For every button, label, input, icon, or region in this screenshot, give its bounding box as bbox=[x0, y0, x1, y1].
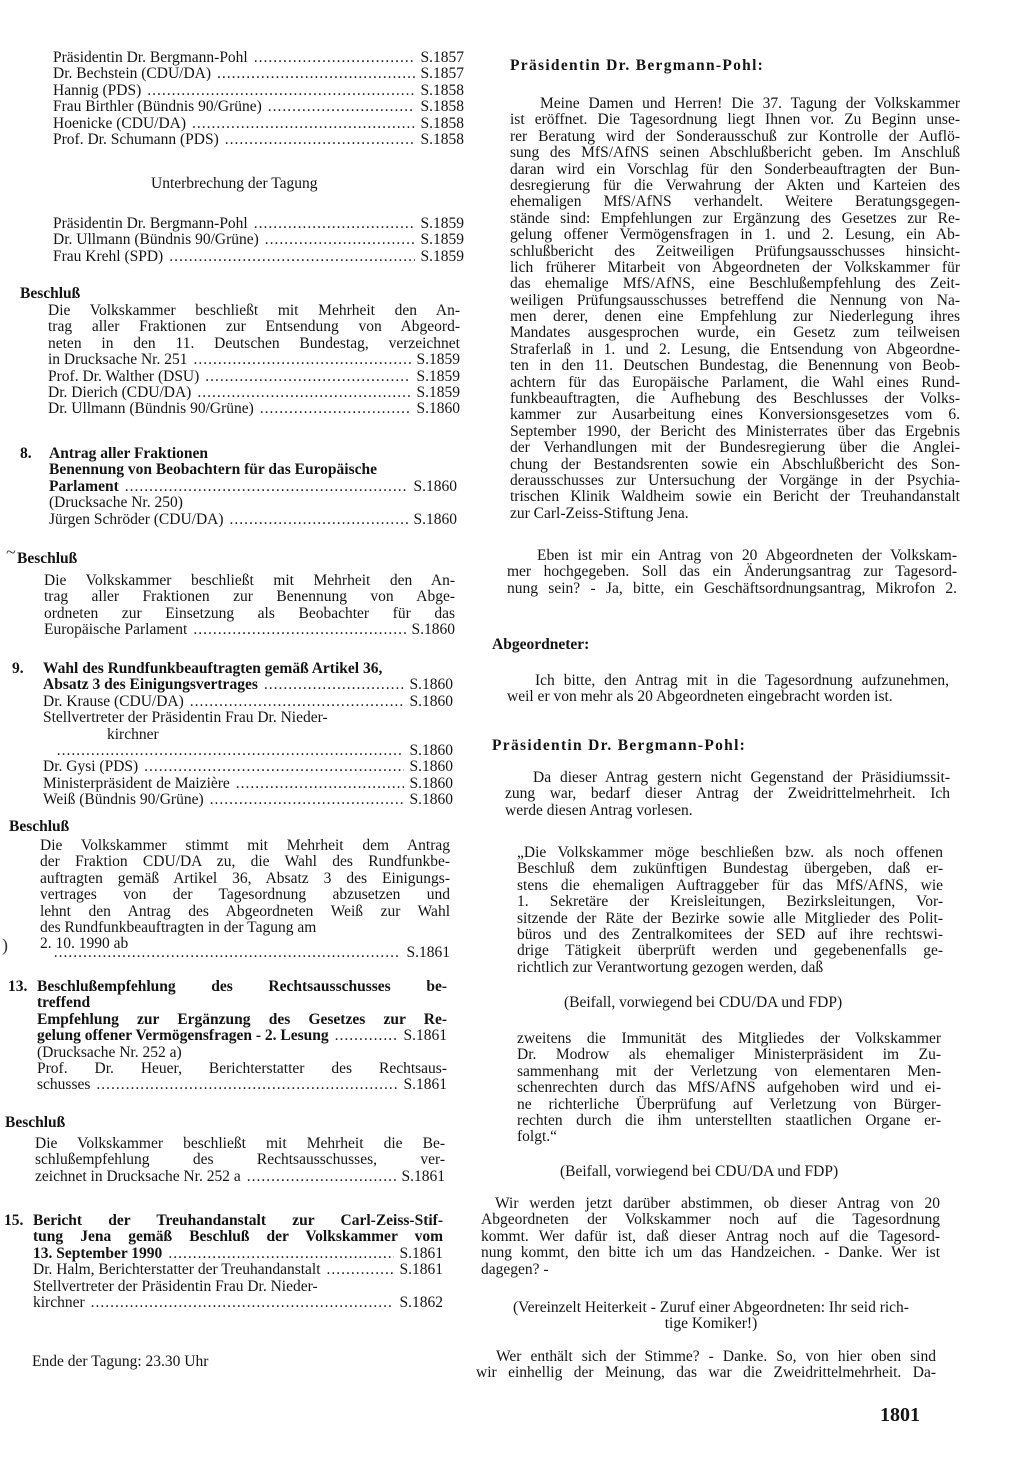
toc-entry: in Drucksache Nr. 251 ..... S.1859 bbox=[48, 352, 460, 368]
text-line: nung kommt, den bitte ich um das Handzeichen. - Danke. Wer ist bbox=[481, 1244, 940, 1262]
toc-speakers-2 bbox=[53, 216, 464, 265]
toc-entry: zeichnet in Drucksache Nr. 252 a ..... S.1861 bbox=[35, 1169, 445, 1185]
agenda-item-13 bbox=[37, 979, 447, 1094]
text-line: vertrages von der Tagesordnung abzusetzen und bbox=[40, 886, 450, 904]
text-line: lehnt den Antrag des Abgeordneten Weiß zur Wahl bbox=[40, 902, 450, 920]
text-line: daran wird ein Vorschlag für den Sonderbeauftragten der Bun- bbox=[510, 160, 960, 178]
text-line: trag aller Fraktionen zur Benennung von Abge- bbox=[44, 588, 455, 606]
toc-entry: Absatz 3 des Einigungsvertrages ..... S.1860 bbox=[43, 677, 453, 693]
page-number: 1801 bbox=[880, 1404, 920, 1426]
text-line: Da dieser Antrag gestern nicht Gegenstand der Präsidiumssit- bbox=[533, 769, 950, 786]
text-line: ne richterliche Überprüfung auf Verletzung von Bürger- bbox=[517, 1095, 941, 1113]
quoted-motion bbox=[517, 1031, 941, 1146]
text-line: Die Volkskammer stimmt mit Mehrheit dem Antrag bbox=[40, 837, 450, 854]
toc-entry: Präsidentin Dr. Bergmann-Pohl ..... S.1859 bbox=[53, 216, 464, 232]
text-line: Straferlaß in 1. und 2. Lesung, die Entsendung von Abgeordne- bbox=[510, 340, 960, 358]
text-line: zur Carl-Zeiss-Stiftung Jena. bbox=[510, 504, 689, 522]
agenda-title-line: Bericht der Treuhandanstalt zur Carl-Zeiss-Stif- bbox=[33, 1212, 443, 1229]
text-line: auftragten gemäß Artikel 36, Absatz 3 des Einigungs- bbox=[40, 869, 450, 887]
text-line: schlußbericht des Zeitweiligen Prüfungsausschusses hinsicht- bbox=[510, 242, 960, 260]
toc-entry: Parlament ..... S.1860 bbox=[49, 479, 457, 495]
text-line: tige Komiker!) bbox=[664, 1315, 758, 1333]
agenda-title-line: tung Jena gemäß Beschluß der Volkskammer vom bbox=[33, 1228, 443, 1246]
text-line: zung war, bedarf dieser Antrag der Zweidrittelmehrheit. Ich bbox=[505, 785, 950, 803]
toc-entry: Dr. Ullmann (Bündnis 90/Grüne) ..... S.1859 bbox=[53, 232, 464, 248]
agenda-title-line: Wahl des Rundfunkbeauftragten gemäß Artikel 36, bbox=[43, 660, 383, 677]
toc-entry: Frau Birthler (Bündnis 90/Grüne) ..... S.1858 bbox=[53, 99, 464, 115]
text-line: (Drucksache Nr. 252 a) bbox=[37, 1043, 182, 1061]
text-line: neten in den 11. Deutschen Bundestag, verzeichnet bbox=[48, 334, 460, 352]
beschluss-heading: Beschluß bbox=[17, 550, 78, 567]
toc-entry: kirchner bbox=[107, 725, 159, 743]
text-line: Beschluß dem zukünftigen Bundestag übergeben, daß er- bbox=[517, 860, 943, 878]
text-line: sammenhang mit der Verletzung von elementaren Men- bbox=[517, 1062, 941, 1080]
toc-entry: Hoenicke (CDU/DA) ..... S.1858 bbox=[53, 116, 464, 132]
text-line: Meine Damen und Herren! Die 37. Tagung der Volkskammer bbox=[540, 95, 960, 112]
text-line: 1. Sekretäre der Kreisleitungen, Bezirksleitungen, Vor- bbox=[517, 893, 943, 911]
text-line: ist eröffnet. Die Tagesordnung liegt Ihnen vor. Zu Beginn unse- bbox=[510, 111, 960, 129]
text-line: Wir werden jetzt darüber abstimmen, ob dieser Antrag von 20 bbox=[495, 1195, 940, 1212]
text-line: nung sein? - Ja, bitte, ein Geschäftsordnungsantrag, Mikrofon 2. bbox=[507, 579, 957, 597]
toc-entry: Dr. Krause (CDU/DA) ..... S.1860 bbox=[43, 694, 453, 710]
toc-entry: Dr. Ullmann (Bündnis 90/Grüne) ..... S.1860 bbox=[48, 401, 460, 417]
agenda-item-number: 13. bbox=[8, 978, 28, 995]
text-line: sitzende der Räte der Bezirke sowie alle Mitglieder des Polit- bbox=[517, 909, 943, 927]
text-line: Die Volkskammer beschließt mit Mehrheit den An- bbox=[44, 572, 455, 589]
interjection-note bbox=[480, 1300, 942, 1333]
text-line: schenrechten durch das MfS/AfNS aufgehoben wird und ei- bbox=[517, 1079, 941, 1097]
text-line: Wer enthält sich der Stimme? - Danke. So, von hier oben sind bbox=[496, 1348, 936, 1365]
text-line: werde diesen Antrag vorlesen. bbox=[505, 801, 693, 819]
text-line: chung der Bestandsrenten sowie ein Abschlußbericht des Son- bbox=[510, 455, 960, 473]
beschluss-text bbox=[40, 838, 450, 961]
text-line: funkbeauftragten, die Aufhebung des Beschlusses der Volks- bbox=[510, 390, 960, 408]
session-end-note: Ende der Tagung: 23.30 Uhr bbox=[32, 1353, 209, 1370]
text-line: richtlich zur Verantwortung gezogen werden, daß bbox=[517, 958, 824, 976]
text-line: Prof. Dr. Heuer, Berichterstatter des Rechtsaus- bbox=[37, 1059, 447, 1077]
toc-entry: Jürgen Schröder (CDU/DA) ..... S.1860 bbox=[49, 512, 457, 528]
text-line: rechten durch die ihm unterstellten staatlichen Organe er- bbox=[517, 1111, 941, 1129]
toc-entry: Präsidentin Dr. Bergmann-Pohl ..... S.1857 bbox=[53, 50, 464, 66]
toc-entry: ..... S.1861 bbox=[40, 945, 450, 961]
agenda-item-8 bbox=[49, 446, 457, 528]
toc-entry: Prof. Dr. Walther (DSU) ..... S.1859 bbox=[48, 369, 460, 385]
speech-paragraph bbox=[481, 1196, 940, 1278]
toc-entry: ..... S.1860 bbox=[43, 743, 453, 759]
text-line: stände sind: Empfehlungen zur Ergänzung des Gesetzes zur Re- bbox=[510, 209, 960, 227]
margin-mark: ~ bbox=[6, 542, 16, 562]
toc-entry: schusses ..... S.1861 bbox=[37, 1077, 447, 1093]
text-line: zweitens die Immunität des Mitgliedes der Volkskammer bbox=[517, 1030, 941, 1047]
interruption-note: Unterbrechung der Tagung bbox=[151, 175, 318, 192]
text-line: „Die Volkskammer möge beschließen bzw. als noch offenen bbox=[517, 844, 943, 861]
speaker-heading: Präsidentin Dr. Bergmann-Pohl: bbox=[492, 737, 747, 754]
table-of-contents-column bbox=[0, 0, 480, 1400]
text-line: lich früherer Mitarbeit von Abgeordneten der Volkskammer für bbox=[510, 258, 960, 276]
speaker-heading: Präsidentin Dr. Bergmann-Pohl: bbox=[510, 57, 765, 74]
agenda-item-number: 8. bbox=[20, 445, 32, 462]
agenda-title-line: Antrag aller Fraktionen bbox=[49, 445, 209, 462]
agenda-item-15 bbox=[33, 1213, 443, 1311]
toc-entry: Europäische Parlament ..... S.1860 bbox=[44, 622, 455, 638]
text-line: trag aller Fraktionen zur Entsendung von Abgeord- bbox=[48, 318, 460, 336]
margin-mark: ) bbox=[2, 935, 8, 955]
toc-entry: Dr. Bechstein (CDU/DA) ..... S.1857 bbox=[53, 66, 464, 82]
beschluss-heading: Beschluß bbox=[9, 818, 70, 835]
agenda-item-number: 15. bbox=[4, 1212, 24, 1229]
speech-paragraph bbox=[507, 673, 949, 706]
toc-entry: Dr. Halm, Berichterstatter der Treuhandanstalt ..... S.1861 bbox=[33, 1262, 443, 1278]
toc-entry: kirchner ..... S.1862 bbox=[33, 1295, 443, 1311]
text-line: desregierung für die Verwahrung der Akten und Karteien des bbox=[510, 176, 960, 194]
text-line: der Fraktion CDU/DA zu, die Wahl des Rundfunkbe- bbox=[40, 853, 450, 871]
toc-speakers-1 bbox=[53, 50, 464, 148]
text-line: des Rundfunkbeauftragten in der Tagung am bbox=[40, 918, 317, 936]
text-line: Stellvertreter der Präsidentin Frau Dr. Nieder- bbox=[43, 709, 328, 727]
text-line: mer hochgegeben. Soll das ein Änderungsantrag zur Tagesord- bbox=[507, 563, 957, 581]
text-line: ten in den 11. Deutschen Bundestag, die Benennung von Beob- bbox=[510, 357, 960, 375]
toc-entry: 13. September 1990 ..... S.1861 bbox=[33, 1246, 443, 1262]
applause-note: (Beifall, vorwiegend bei CDU/DA und FDP) bbox=[564, 994, 843, 1011]
toc-entry: Weiß (Bündnis 90/Grüne) ..... S.1860 bbox=[43, 792, 453, 808]
toc-entry: Hannig (PDS) ..... S.1858 bbox=[53, 83, 464, 99]
speech-paragraph bbox=[507, 548, 957, 597]
text-line: September 1990, der Bericht des Ministerrates über das Ergebnis bbox=[510, 422, 960, 440]
beschluss-text bbox=[35, 1136, 445, 1185]
text-line: schlußempfehlung des Rechtsausschusses, ver- bbox=[35, 1151, 445, 1169]
text-line: Ich bitte, den Antrag mit in die Tagesordnung aufzunehmen, bbox=[535, 672, 949, 689]
text-line: stens die ehemaligen Auftraggeber für das MfS/AfNS, wie bbox=[517, 876, 943, 894]
toc-entry: Prof. Dr. Schumann (PDS) ..... S.1858 bbox=[53, 132, 464, 148]
text-line: 2. 10. 1990 ab bbox=[40, 935, 129, 953]
text-line: men derer, denen eine Empfehlung zur Niederlegung ihres bbox=[510, 308, 960, 326]
toc-entry: Dr. Dierich (CDU/DA) ..... S.1859 bbox=[48, 385, 460, 401]
beschluss-heading: Beschluß bbox=[20, 285, 81, 302]
speaker-heading: Abgeordneter: bbox=[492, 636, 590, 653]
beschluss-heading: Beschluß bbox=[5, 1114, 66, 1131]
text-line: Dr. Modrow als ehemaliger Ministerpräsident im Zu- bbox=[517, 1046, 941, 1064]
text-line: rer Beratung wird der Sonderausschuß zur Kontrolle der Auflö- bbox=[510, 127, 960, 145]
agenda-title-line: Benennung von Beobachtern für das Europäische bbox=[49, 461, 378, 479]
proceedings-column bbox=[476, 0, 1024, 1469]
text-line: weil er von mehr als 20 Abgeordneten eingebracht worden ist. bbox=[507, 688, 893, 706]
toc-entry: Ministerpräsident de Maizière ..... S.1860 bbox=[43, 776, 453, 792]
toc-entry: Dr. Gysi (PDS) ..... S.1860 bbox=[43, 759, 453, 775]
agenda-title-line: Beschlußempfehlung des Rechtsausschusses be- bbox=[37, 978, 447, 995]
text-line: kammer zur Ausarbeitung eines Konversionsgesetzes vom 6. bbox=[510, 406, 960, 424]
agenda-title-line: treffend bbox=[37, 994, 91, 1012]
quoted-motion bbox=[517, 845, 943, 976]
text-line: drige Tätigkeit überprüft werden und gegebenenfalls ge- bbox=[517, 942, 943, 960]
text-line: weiligen Prüfungsausschusses betreffend die Nennung von Na- bbox=[510, 291, 960, 309]
speech-paragraph bbox=[505, 770, 950, 819]
text-line: wir einhellig der Meinung, das war die Zweidrittelmehrheit. Da- bbox=[476, 1364, 936, 1382]
text-line: Die Volkskammer beschließt mit Mehrheit den An- bbox=[48, 302, 460, 319]
text-line: ehemaligen MfS/AfNS verhandelt. Weitere Beratungsgegen- bbox=[510, 193, 960, 211]
text-line: das ehemalige MfS/AfNS, eine Beschlußempfehlung des Zeit- bbox=[510, 275, 960, 293]
beschluss-text bbox=[44, 573, 455, 639]
text-line: (Vereinzelt Heiterkeit - Zuruf einer Abgeordneten: Ihr seid rich- bbox=[513, 1299, 909, 1316]
text-line: Stellvertreter der Präsidentin Frau Dr. Nieder- bbox=[33, 1277, 318, 1295]
text-line: Eben ist mir ein Antrag von 20 Abgeordneten der Volkskam- bbox=[537, 547, 957, 564]
agenda-item-9 bbox=[43, 661, 453, 809]
text-line: büros und des Zentralkomitees der SED auf ihre rechtswi- bbox=[517, 925, 943, 943]
text-line: Abgeordneten der Volkskammer noch auf die Tagesordnung bbox=[481, 1211, 940, 1229]
beschluss-text bbox=[48, 303, 460, 418]
text-line: ordneten zur Einsetzung als Beobachter für das bbox=[44, 604, 455, 622]
text-line: kommt. Wer dafür ist, daß dieser Antrag noch auf die Tagesord- bbox=[481, 1227, 940, 1245]
text-line: achtern für das Europäische Parlament, die Wahl eines Rund- bbox=[510, 373, 960, 391]
text-line: (Drucksache Nr. 250) bbox=[49, 494, 183, 512]
text-line: trischen Klinik Waldheim sowie ein Bericht der Treuhandanstalt bbox=[510, 488, 960, 506]
text-line: gelung offener Vermögensfragen in 1. und 2. Lesung, ein Ab- bbox=[510, 226, 960, 244]
text-line: derausschusses zur Untersuchung der Vorgänge in der Psychia- bbox=[510, 471, 960, 489]
applause-note: (Beifall, vorwiegend bei CDU/DA und FDP) bbox=[560, 1163, 839, 1180]
agenda-item-number: 9. bbox=[12, 660, 24, 677]
speech-paragraph bbox=[476, 1349, 936, 1382]
speech-paragraph bbox=[510, 96, 960, 522]
text-line: Mandates ausgesprochen wurde, ein Gesetz zum teilweisen bbox=[510, 324, 960, 342]
toc-entry: Frau Krehl (SPD) ..... S.1859 bbox=[53, 249, 464, 265]
text-line: Die Volkskammer beschließt mit Mehrheit die Be- bbox=[35, 1135, 445, 1152]
text-line: der Verhandlungen mit der Bundesregierung über die Anglei- bbox=[510, 439, 960, 457]
agenda-title-line: Empfehlung zur Ergänzung des Gesetzes zur Re- bbox=[37, 1010, 447, 1028]
toc-entry: gelung offener Vermögensfragen - 2. Lesung ..... S.1861 bbox=[37, 1028, 447, 1044]
text-line: folgt.“ bbox=[517, 1128, 558, 1146]
text-line: sung des MfS/AfNS seinen Abschlußbericht geben. Im Anschluß bbox=[510, 144, 960, 162]
text-line: dagegen? - bbox=[481, 1260, 549, 1278]
